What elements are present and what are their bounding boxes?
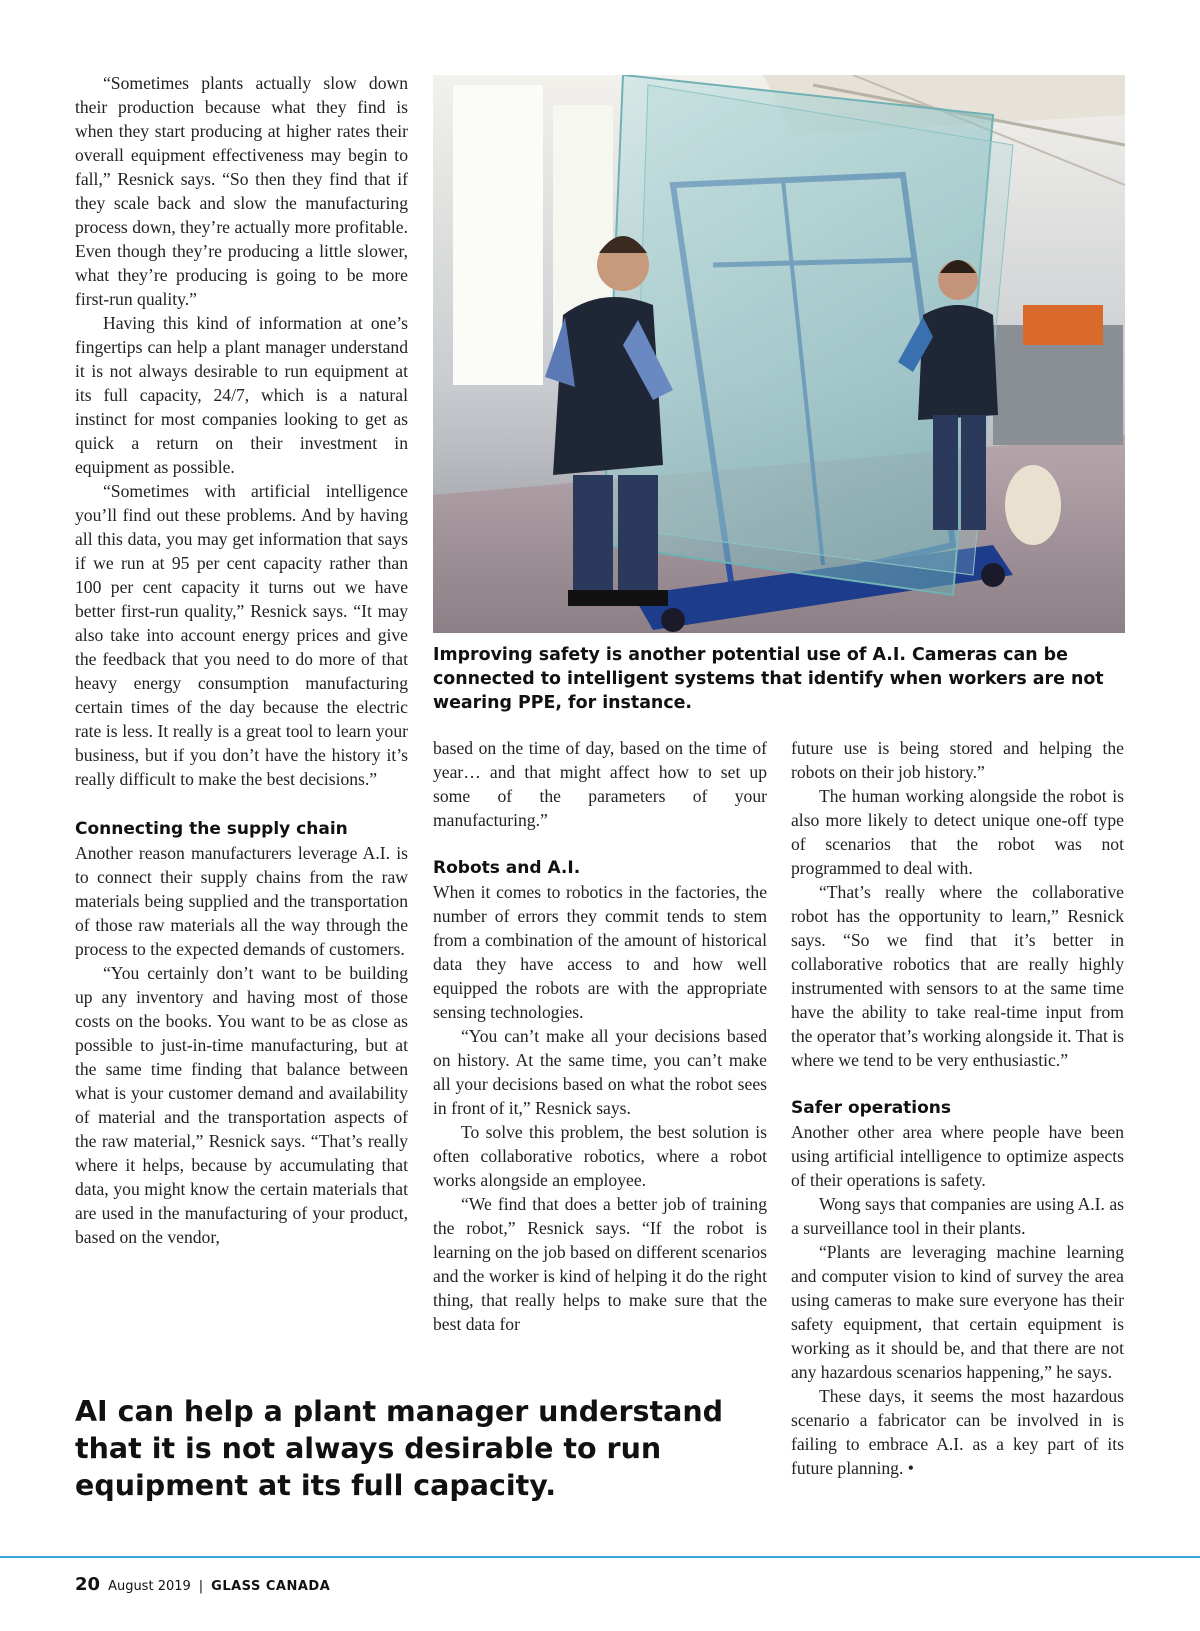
article-photo xyxy=(433,75,1125,633)
section-heading-robots: Robots and A.I. xyxy=(433,858,581,878)
paragraph: future use is being stored and helping the robots on their job history.” xyxy=(791,738,1124,782)
paragraph: “You can’t make all your decisions based on history. At the same time, you can’t make all your decisions based on what the robot sees in front of it,” Resnick says. xyxy=(433,1026,767,1118)
paragraph: Another other area where people have been using artificial intelligence to optimize aspects of their operations is safety. xyxy=(791,1122,1124,1190)
paragraph: “Sometimes plants actually slow down their production because what they find is when they start producing at higher rates their overall equipment effectiveness may begin to fall,” Resnick says. “So then they find that if they scale back and slow the manufacturing process down, they’re actually more profitable. Even though they’re producing a little slower, what they’re producing is going to be more first-run quality.” xyxy=(75,73,408,309)
footer-separator: | xyxy=(198,1579,204,1594)
paragraph: “We find that does a better job of training the robot,” Resnick says. “If the robot is learning on the job based on different scenarios and the worker is kind of helping it do the right thing, that really helps to make sure that the best data for xyxy=(433,1194,767,1334)
pull-quote: AI can help a plant manager understand that it is not always desirable to run equipment at its full capacity. xyxy=(75,1395,724,1502)
paragraph: “That’s really where the collaborative robot has the opportunity to learn,” Resnick says. “So we find that it’s better in collaborative robotics that are really highly instrumented with sensors to at the same time have the ability to take real-time input from the operator that’s working alongside it. That is where we tend to be very enthusiastic.” xyxy=(791,882,1124,1070)
footer-rule xyxy=(0,1556,1200,1558)
paragraph: based on the time of day, based on the time of year… and that might affect how to set up some of the parameters of your manufacturing.” xyxy=(433,738,767,830)
article-column-left xyxy=(75,71,408,1249)
paragraph: To solve this problem, the best solution is often collaborative robotics, where a robot works alongside an employee. xyxy=(433,1122,767,1190)
paragraph: These days, it seems the most hazardous scenario a fabricator can be involved in is failing to embrace A.I. as a key part of its future planning. • xyxy=(791,1386,1124,1478)
article-column-right xyxy=(791,736,1124,1480)
paragraph: Wong says that companies are using A.I. as a surveillance tool in their plants. xyxy=(791,1194,1124,1238)
paragraph: Having this kind of information at one’s fingertips can help a plant manager understand it is not always desirable to run equipment at its full capacity, 24/7, which is a natural instinct for most companies looking to get as quick a return on their investment in equipment as possible. xyxy=(75,313,408,477)
paragraph: “You certainly don’t want to be building up any inventory and having most of those costs on the books. You want to be as close as possible to just-in-time manufacturing, but at the same time finding that balance between what is your customer demand and availability of material and the transportation aspects of the raw material,” Resnick says. “That’s really where it helps, because by accumulating that data, you might know the certain materials that are used in the manufacturing of your product, based on the vendor, xyxy=(75,963,408,1247)
paragraph: Another reason manufacturers leverage A.I. is to connect their supply chains from the raw materials being supplied and the transportation of those raw materials all the way through the process to the expected demands of customers. xyxy=(75,843,408,959)
paragraph: The human working alongside the robot is also more likely to detect unique one-off type of scenarios that the robot was not programmed to deal with. xyxy=(791,786,1124,878)
article-column-middle xyxy=(433,736,767,1336)
page-footer xyxy=(75,1574,330,1600)
paragraph: When it comes to robotics in the factories, the number of errors they commit tends to stem from a combination of the amount of historical data they have access to and how well equipped the robots are with the appropriate sensing technologies. xyxy=(433,882,767,1022)
issue-date: August 2019 xyxy=(108,1579,191,1594)
paragraph: “Sometimes with artificial intelligence you’ll find out these problems. And by having all this data, you may get information that says if we run at 95 per cent capacity rather than 100 per cent capacity it turns out we have better first-run quality,” Resnick says. “It may also take into account energy prices and give the feedback that you need to do more of that heavy energy consumption manufacturing certain times of the day because the electric rate is less. It really is a great tool to learn your business, but if you don’t have the history it’s really difficult to make the best decisions.” xyxy=(75,481,408,789)
paragraph: “Plants are leveraging machine learning and computer vision to kind of survey the area using cameras to make sure everyone has their safety equipment, that certain equipment is working as it should be, and that there are not any hazardous scenarios happening,” he says. xyxy=(791,1242,1124,1382)
section-heading-safer-operations: Safer operations xyxy=(791,1098,952,1118)
photo-workers-carrying-glass-icon xyxy=(433,75,1125,633)
page-number: 20 xyxy=(75,1574,101,1595)
section-heading-supply-chain: Connecting the supply chain xyxy=(75,819,348,839)
publication-name: GLASS CANADA xyxy=(211,1579,331,1594)
photo-caption: Improving safety is another potential use of A.I. Cameras can be connected to intelligent systems that identify when workers are not wearing PPE, for instance. xyxy=(433,645,1104,713)
